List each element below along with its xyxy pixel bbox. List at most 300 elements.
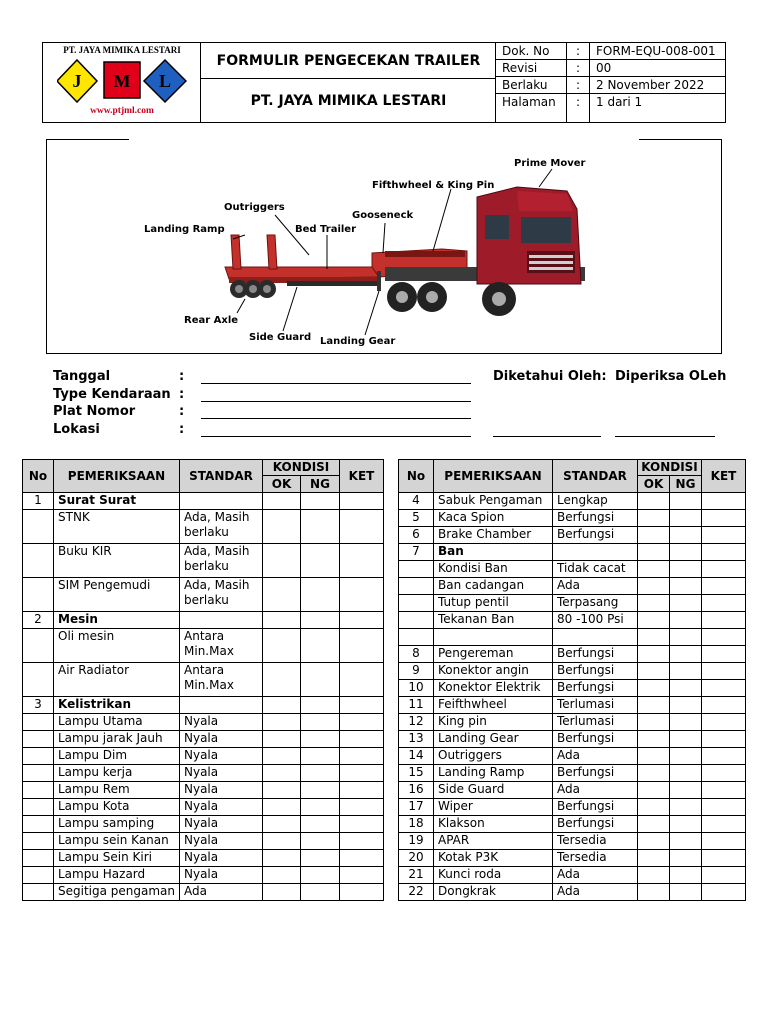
row-standard: Nyala <box>180 867 263 884</box>
row-item: Kaca Spion <box>434 510 553 527</box>
row-number <box>23 629 54 663</box>
row-number: 20 <box>399 850 434 867</box>
ok-checkbox-cell[interactable] <box>638 697 670 714</box>
ket-note-cell[interactable] <box>702 833 746 850</box>
field-label-tanggal: Tanggal <box>53 369 111 384</box>
row-standard: Berfungsi <box>553 527 638 544</box>
ket-note-cell[interactable] <box>702 714 746 731</box>
ket-note-cell[interactable] <box>340 765 384 782</box>
row-number: 22 <box>399 884 434 901</box>
ng-checkbox-cell[interactable] <box>670 510 702 527</box>
row-number: 1 <box>23 493 54 510</box>
table-row <box>399 697 746 714</box>
row-item: Outriggers <box>434 748 553 765</box>
row-item: Lampu Sein Kiri <box>54 850 180 867</box>
ng-checkbox-cell[interactable] <box>301 578 340 612</box>
ket-note-cell[interactable] <box>340 493 384 510</box>
col-header-ket: KET <box>702 460 746 493</box>
row-standard: Nyala <box>180 765 263 782</box>
table-row <box>23 510 384 544</box>
row-standard <box>180 697 263 714</box>
row-standard: Berfungsi <box>553 680 638 697</box>
row-item: Lampu kerja <box>54 765 180 782</box>
document-header <box>42 42 726 123</box>
table-row <box>399 510 746 527</box>
ng-checkbox-cell[interactable] <box>670 816 702 833</box>
row-item: Dongkrak <box>434 884 553 901</box>
table-row <box>399 663 746 680</box>
label-rear-axle: Rear Axle <box>184 315 239 326</box>
ok-checkbox-cell[interactable] <box>638 731 670 748</box>
row-item: Lampu Dim <box>54 748 180 765</box>
checked-by-signature-field[interactable] <box>615 436 715 437</box>
ok-checkbox-cell[interactable] <box>263 748 301 765</box>
row-item: APAR <box>434 833 553 850</box>
row-number: 5 <box>399 510 434 527</box>
ket-note-cell[interactable] <box>340 816 384 833</box>
row-standard: Terlumasi <box>553 714 638 731</box>
ket-note-cell[interactable] <box>340 629 384 663</box>
ng-checkbox-cell[interactable] <box>670 578 702 595</box>
ng-checkbox-cell[interactable] <box>670 612 702 629</box>
field-label-type-kendaraan: Type Kendaraan <box>53 387 171 402</box>
row-standard: Nyala <box>180 799 263 816</box>
ok-checkbox-cell[interactable] <box>638 765 670 782</box>
row-standard: 80 -100 Psi <box>553 612 638 629</box>
ng-checkbox-cell[interactable] <box>670 680 702 697</box>
ket-note-cell[interactable] <box>340 833 384 850</box>
ket-note-cell[interactable] <box>702 884 746 901</box>
ng-checkbox-cell[interactable] <box>301 663 340 697</box>
label-prime-mover: Prime Mover <box>514 158 586 169</box>
ok-checkbox-cell[interactable] <box>638 850 670 867</box>
ok-checkbox-cell[interactable] <box>638 867 670 884</box>
row-number <box>23 850 54 867</box>
ok-checkbox-cell[interactable] <box>638 612 670 629</box>
ng-checkbox-cell[interactable] <box>301 833 340 850</box>
col-header-no: No <box>399 460 434 493</box>
field-colon: : <box>179 404 185 419</box>
ok-checkbox-cell[interactable] <box>638 493 670 510</box>
row-standard: Nyala <box>180 833 263 850</box>
table-row <box>23 731 384 748</box>
ok-checkbox-cell[interactable] <box>638 748 670 765</box>
row-number <box>23 544 54 578</box>
plat-nomor-field[interactable] <box>201 418 471 419</box>
ok-checkbox-cell[interactable] <box>638 799 670 816</box>
ng-checkbox-cell[interactable] <box>670 884 702 901</box>
table-row <box>399 561 746 578</box>
meta-value: 1 dari 1 <box>596 95 643 109</box>
ket-note-cell[interactable] <box>340 697 384 714</box>
ok-checkbox-cell[interactable] <box>638 595 670 612</box>
row-standard: Terlumasi <box>553 697 638 714</box>
row-standard: Berfungsi <box>553 765 638 782</box>
meta-colon: : <box>566 43 590 59</box>
ket-note-cell[interactable] <box>340 510 384 544</box>
meta-label: Revisi <box>502 61 538 75</box>
row-standard: Ada, Masih berlaku <box>180 510 263 544</box>
ng-checkbox-cell[interactable] <box>301 731 340 748</box>
ket-note-cell[interactable] <box>702 697 746 714</box>
ok-checkbox-cell[interactable] <box>638 833 670 850</box>
meta-label: Halaman <box>502 95 556 109</box>
col-header-pemeriksaan: PEMERIKSAAN <box>434 460 553 493</box>
meta-colon: : <box>566 77 590 93</box>
lokasi-field[interactable] <box>201 436 471 437</box>
ok-checkbox-cell[interactable] <box>263 544 301 578</box>
row-number: 21 <box>399 867 434 884</box>
ng-checkbox-cell[interactable] <box>670 561 702 578</box>
table-row <box>399 629 746 646</box>
table-row <box>399 799 746 816</box>
company-title: PT. JAYA MIMIKA LESTARI <box>250 93 447 109</box>
ng-checkbox-cell[interactable] <box>301 884 340 901</box>
table-row <box>399 544 746 561</box>
ket-note-cell[interactable] <box>340 884 384 901</box>
ng-checkbox-cell[interactable] <box>301 765 340 782</box>
col-header-standar: STANDAR <box>180 460 263 493</box>
ng-checkbox-cell[interactable] <box>301 816 340 833</box>
ng-checkbox-cell[interactable] <box>301 629 340 663</box>
table-row <box>23 714 384 731</box>
table-row <box>399 867 746 884</box>
ng-checkbox-cell[interactable] <box>670 782 702 799</box>
table-row <box>399 731 746 748</box>
row-standard: Berfungsi <box>553 510 638 527</box>
row-item: Tutup pentil <box>434 595 553 612</box>
ket-note-cell[interactable] <box>340 867 384 884</box>
ok-checkbox-cell[interactable] <box>638 646 670 663</box>
row-item: STNK <box>54 510 180 544</box>
ket-note-cell[interactable] <box>340 578 384 612</box>
type-kendaraan-field[interactable] <box>201 401 471 402</box>
row-number <box>399 561 434 578</box>
ng-checkbox-cell[interactable] <box>670 646 702 663</box>
label-landing-ramp: Landing Ramp <box>144 224 225 235</box>
row-number: 12 <box>399 714 434 731</box>
row-item: Mesin <box>54 612 180 629</box>
known-by-signature-field[interactable] <box>493 436 601 437</box>
ket-note-cell[interactable] <box>340 731 384 748</box>
row-number: 11 <box>399 697 434 714</box>
table-row <box>399 493 746 510</box>
meta-label: Dok. No <box>502 44 550 58</box>
col-header-kondisi: KONDISI <box>263 460 340 476</box>
ket-note-cell[interactable] <box>702 493 746 510</box>
ok-checkbox-cell[interactable] <box>263 731 301 748</box>
ng-checkbox-cell[interactable] <box>301 782 340 799</box>
ok-checkbox-cell[interactable] <box>263 782 301 799</box>
ok-checkbox-cell[interactable] <box>638 544 670 561</box>
table-row <box>399 748 746 765</box>
row-item: Konektor angin <box>434 663 553 680</box>
ng-checkbox-cell[interactable] <box>301 799 340 816</box>
ng-checkbox-cell[interactable] <box>670 850 702 867</box>
row-standard: Antara Min.Max <box>180 663 263 697</box>
ng-checkbox-cell[interactable] <box>301 867 340 884</box>
ng-checkbox-cell[interactable] <box>670 663 702 680</box>
row-number <box>399 595 434 612</box>
lowbed-trailer-illustration <box>47 139 723 354</box>
row-number: 13 <box>399 731 434 748</box>
ok-checkbox-cell[interactable] <box>263 578 301 612</box>
table-row <box>23 578 384 612</box>
table-row <box>23 748 384 765</box>
ok-checkbox-cell[interactable] <box>638 527 670 544</box>
row-item: Feifthwheel <box>434 697 553 714</box>
ok-checkbox-cell[interactable] <box>263 799 301 816</box>
row-number: 18 <box>399 816 434 833</box>
row-standard: Antara Min.Max <box>180 629 263 663</box>
ng-checkbox-cell[interactable] <box>301 510 340 544</box>
row-standard <box>553 544 638 561</box>
meta-row-halaman <box>496 94 725 122</box>
ok-checkbox-cell[interactable] <box>638 663 670 680</box>
table-row <box>399 884 746 901</box>
meta-colon: : <box>566 94 590 122</box>
row-number <box>23 731 54 748</box>
row-standard: Nyala <box>180 748 263 765</box>
ng-checkbox-cell[interactable] <box>670 595 702 612</box>
table-row <box>23 884 384 901</box>
row-number <box>23 833 54 850</box>
ket-note-cell[interactable] <box>702 595 746 612</box>
row-number: 4 <box>399 493 434 510</box>
field-colon: : <box>179 387 185 402</box>
ket-note-cell[interactable] <box>702 612 746 629</box>
ok-checkbox-cell[interactable] <box>638 816 670 833</box>
ket-note-cell[interactable] <box>340 663 384 697</box>
ok-checkbox-cell[interactable] <box>263 612 301 629</box>
col-header-ng: NG <box>301 476 340 493</box>
table-row <box>399 816 746 833</box>
ket-note-cell[interactable] <box>702 850 746 867</box>
ok-checkbox-cell[interactable] <box>263 663 301 697</box>
ket-note-cell[interactable] <box>340 799 384 816</box>
ng-checkbox-cell[interactable] <box>670 629 702 646</box>
ket-note-cell[interactable] <box>702 782 746 799</box>
table-row <box>23 850 384 867</box>
ng-checkbox-cell[interactable] <box>301 544 340 578</box>
ok-checkbox-cell[interactable] <box>638 561 670 578</box>
ok-checkbox-cell[interactable] <box>263 765 301 782</box>
row-standard: Ada <box>553 782 638 799</box>
ket-note-cell[interactable] <box>702 765 746 782</box>
row-standard: Nyala <box>180 731 263 748</box>
row-item <box>434 629 553 646</box>
ok-checkbox-cell[interactable] <box>638 510 670 527</box>
row-number: 6 <box>399 527 434 544</box>
label-gooseneck: Gooseneck <box>352 210 414 221</box>
ng-checkbox-cell[interactable] <box>301 850 340 867</box>
ok-checkbox-cell[interactable] <box>263 510 301 544</box>
ket-note-cell[interactable] <box>702 799 746 816</box>
row-standard: Nyala <box>180 782 263 799</box>
ok-checkbox-cell[interactable] <box>263 697 301 714</box>
ok-checkbox-cell[interactable] <box>638 680 670 697</box>
ng-checkbox-cell[interactable] <box>301 748 340 765</box>
row-item: Pengereman <box>434 646 553 663</box>
ok-checkbox-cell[interactable] <box>638 884 670 901</box>
row-item: Side Guard <box>434 782 553 799</box>
table-row <box>399 578 746 595</box>
row-number <box>23 663 54 697</box>
col-header-ng: NG <box>670 476 702 493</box>
row-number <box>23 714 54 731</box>
row-standard: Berfungsi <box>553 646 638 663</box>
ng-checkbox-cell[interactable] <box>301 697 340 714</box>
ok-checkbox-cell[interactable] <box>263 850 301 867</box>
row-item: Kondisi Ban <box>434 561 553 578</box>
logo-letter-m: M <box>113 71 131 91</box>
ket-note-cell[interactable] <box>340 782 384 799</box>
row-number <box>23 782 54 799</box>
checklist-table-right <box>398 459 746 901</box>
form-title: FORMULIR PENGECEKAN TRAILER <box>201 43 496 79</box>
ok-checkbox-cell[interactable] <box>263 629 301 663</box>
ket-note-cell[interactable] <box>702 663 746 680</box>
logo-website: www.ptjml.com <box>90 106 154 116</box>
ng-checkbox-cell[interactable] <box>670 765 702 782</box>
ng-checkbox-cell[interactable] <box>670 697 702 714</box>
ket-note-cell[interactable] <box>340 850 384 867</box>
trailer-diagram <box>46 139 722 354</box>
ket-note-cell[interactable] <box>702 561 746 578</box>
meta-row-revisi <box>496 60 725 77</box>
ket-note-cell[interactable] <box>702 680 746 697</box>
ng-checkbox-cell[interactable] <box>670 714 702 731</box>
logo-letter-j: J <box>72 71 82 91</box>
table-row <box>23 612 384 629</box>
row-number: 14 <box>399 748 434 765</box>
col-header-pemeriksaan: PEMERIKSAAN <box>54 460 180 493</box>
company-logo <box>43 43 201 122</box>
row-standard: Tersedia <box>553 833 638 850</box>
ng-checkbox-cell[interactable] <box>301 493 340 510</box>
ket-note-cell[interactable] <box>702 578 746 595</box>
field-label-plat-nomor: Plat Nomor <box>53 404 136 419</box>
row-number <box>399 612 434 629</box>
ket-note-cell[interactable] <box>702 629 746 646</box>
col-header-ket: KET <box>340 460 384 493</box>
document-meta <box>496 43 725 122</box>
ng-checkbox-cell[interactable] <box>670 799 702 816</box>
tanggal-field[interactable] <box>201 383 471 384</box>
ok-checkbox-cell[interactable] <box>263 714 301 731</box>
ok-checkbox-cell[interactable] <box>638 714 670 731</box>
field-colon: : <box>179 369 185 384</box>
row-item: Brake Chamber <box>434 527 553 544</box>
ng-checkbox-cell[interactable] <box>670 731 702 748</box>
row-number: 8 <box>399 646 434 663</box>
col-header-standar: STANDAR <box>553 460 638 493</box>
row-item: Landing Ramp <box>434 765 553 782</box>
row-number: 16 <box>399 782 434 799</box>
ket-note-cell[interactable] <box>702 646 746 663</box>
row-item: King pin <box>434 714 553 731</box>
row-number <box>23 884 54 901</box>
table-row <box>23 816 384 833</box>
ket-note-cell[interactable] <box>702 816 746 833</box>
ket-note-cell[interactable] <box>340 612 384 629</box>
label-side-guard: Side Guard <box>249 332 312 343</box>
row-standard: Tidak cacat <box>553 561 638 578</box>
table-row <box>23 697 384 714</box>
meta-value: FORM-EQU-008-001 <box>596 44 716 58</box>
row-item: Kotak P3K <box>434 850 553 867</box>
table-row <box>399 595 746 612</box>
table-row <box>23 867 384 884</box>
row-item: Segitiga pengaman <box>54 884 180 901</box>
ok-checkbox-cell[interactable] <box>638 629 670 646</box>
ng-checkbox-cell[interactable] <box>301 714 340 731</box>
ket-note-cell[interactable] <box>702 510 746 527</box>
ok-checkbox-cell[interactable] <box>263 867 301 884</box>
row-standard: Berfungsi <box>553 663 638 680</box>
row-number: 7 <box>399 544 434 561</box>
ket-note-cell[interactable] <box>702 867 746 884</box>
table-row <box>399 680 746 697</box>
row-number: 17 <box>399 799 434 816</box>
ng-checkbox-cell[interactable] <box>301 612 340 629</box>
ok-checkbox-cell[interactable] <box>263 493 301 510</box>
ng-checkbox-cell[interactable] <box>670 493 702 510</box>
ok-checkbox-cell[interactable] <box>263 884 301 901</box>
ket-note-cell[interactable] <box>340 544 384 578</box>
meta-label: Berlaku <box>502 78 548 92</box>
ok-checkbox-cell[interactable] <box>638 782 670 799</box>
ket-note-cell[interactable] <box>340 748 384 765</box>
row-number <box>23 816 54 833</box>
ket-note-cell[interactable] <box>702 527 746 544</box>
row-item: Lampu Hazard <box>54 867 180 884</box>
meta-row-berlaku <box>496 77 725 94</box>
checked-by-label: Diperiksa OLeh <box>615 369 727 384</box>
row-standard <box>180 493 263 510</box>
ok-checkbox-cell[interactable] <box>638 578 670 595</box>
logo-letter-l: L <box>158 71 172 91</box>
ok-checkbox-cell[interactable] <box>263 833 301 850</box>
ng-checkbox-cell[interactable] <box>670 833 702 850</box>
row-standard: Berfungsi <box>553 816 638 833</box>
row-number <box>23 867 54 884</box>
ng-checkbox-cell[interactable] <box>670 867 702 884</box>
ng-checkbox-cell[interactable] <box>670 748 702 765</box>
row-number: 10 <box>399 680 434 697</box>
table-row <box>23 663 384 697</box>
ng-checkbox-cell[interactable] <box>670 527 702 544</box>
row-standard: Ada <box>553 578 638 595</box>
ket-note-cell[interactable] <box>702 544 746 561</box>
col-header-ok: OK <box>263 476 301 493</box>
row-number: 9 <box>399 663 434 680</box>
ket-note-cell[interactable] <box>702 731 746 748</box>
ng-checkbox-cell[interactable] <box>670 544 702 561</box>
row-item: Lampu samping <box>54 816 180 833</box>
table-row <box>399 782 746 799</box>
known-by-label: Diketahui Oleh: <box>493 369 607 384</box>
row-item: Konektor Elektrik <box>434 680 553 697</box>
table-row <box>399 646 746 663</box>
ok-checkbox-cell[interactable] <box>263 816 301 833</box>
ket-note-cell[interactable] <box>340 714 384 731</box>
meta-value: 2 November 2022 <box>596 78 705 92</box>
ket-note-cell[interactable] <box>702 748 746 765</box>
row-item: Kunci roda <box>434 867 553 884</box>
row-number <box>23 510 54 544</box>
row-standard: Nyala <box>180 850 263 867</box>
